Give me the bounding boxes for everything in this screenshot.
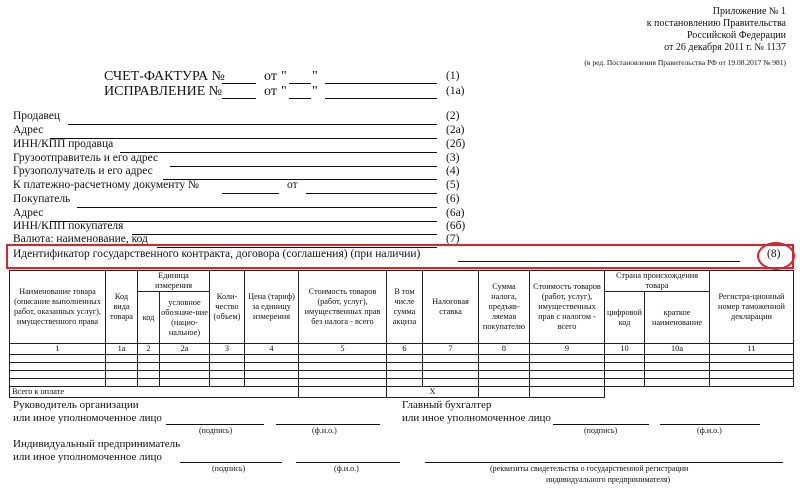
col-header-name: Наименование товара (описание выполненных работ, оказанных услуг), имущественного права [10,271,106,344]
table-cell[interactable] [10,371,106,379]
field-number: (1а) [446,85,465,97]
table-cell[interactable] [138,379,160,387]
accountant-sign-caption: (подпись) [584,426,618,435]
table-cell[interactable] [160,379,210,387]
head-label-1: Руководитель организации [13,399,139,411]
table-cell[interactable] [160,355,210,363]
quote: " [312,69,318,84]
head-label-2: или иное уполномоченное лицо [13,412,162,424]
invoice-title: СЧЕТ-ФАКТУРА № [104,69,225,84]
table-cell[interactable] [106,355,138,363]
table-cell[interactable] [479,371,530,379]
table-cell[interactable] [299,379,387,387]
seller-inn-line[interactable] [120,152,437,153]
buyer-address-label: Адрес [13,207,44,219]
table-cell[interactable] [10,355,106,363]
col-number: 4 [245,344,299,355]
contract-id-label: Идентификатор государственного контракта, договора (соглашения) (при наличии) [13,248,421,260]
field-number: (7) [446,233,460,245]
table-cell[interactable] [210,371,245,379]
table-cell[interactable] [530,363,605,371]
col-number: 6 [387,344,423,355]
col-number: 8 [479,344,530,355]
quote: " [312,84,318,99]
accountant-label-1: Главный бухгалтер [402,399,492,411]
table-cell[interactable] [160,371,210,379]
goods-table [9,270,794,398]
correction-day-line[interactable] [289,98,311,99]
col-number: 10 [605,344,645,355]
table-cell[interactable] [423,379,479,387]
col-header-country: Страна происхождения товара [605,271,710,292]
col-header-country-code: цифровой код [605,292,645,344]
table-cell[interactable] [605,363,645,371]
table-cell[interactable] [479,363,530,371]
table-row[interactable] [10,363,794,371]
requisites-caption-2: индивидуального предпринимателя) [546,475,671,484]
total-row [10,387,794,398]
head-sign-line[interactable] [166,424,264,425]
payment-doc-from: от [287,179,298,191]
table-cell[interactable] [387,379,423,387]
col-header-excise: В том числе сумма акциза [387,271,423,344]
table-cell[interactable] [138,355,160,363]
col-header-tax-rate: Налоговая ставка [423,271,479,344]
table-cell[interactable] [138,363,160,371]
appendix-line: Российской Федерации [686,30,786,41]
field-number: (6) [446,193,460,205]
appendix-line: от 26 декабря 2011 г. № 1137 [664,42,786,53]
col-header-country-name: краткое наименование [645,292,710,344]
total-label: Всего к оплате [10,387,299,398]
table-cell[interactable] [605,379,645,387]
total-empty [605,387,794,398]
contract-id-line[interactable] [458,261,740,262]
field-number: (6б) [446,220,466,232]
table-cell[interactable] [138,371,160,379]
field-number: (1) [446,70,460,82]
table-cell[interactable] [210,363,245,371]
col-number: 7 [423,344,479,355]
table-cell[interactable] [106,371,138,379]
col-header-price: Цена (тариф) за единицу измерения [245,271,299,344]
table-cell[interactable] [10,379,106,387]
table-cell[interactable] [710,355,794,363]
col-header-tax-amount: Сумма налога, предъяв-ляемая покупателю [479,271,530,344]
table-cell[interactable] [299,355,387,363]
table-cell[interactable] [210,355,245,363]
accountant-label-2: или иное уполномоченное лицо [402,412,551,424]
total-tax[interactable] [479,387,530,398]
quote: " [281,69,287,84]
table-cell[interactable] [645,371,710,379]
col-header-unit-code: код [138,292,160,344]
invoice-day-line[interactable] [289,83,311,84]
table-cell[interactable] [387,371,423,379]
table-row[interactable] [10,371,794,379]
accountant-fio-line[interactable] [660,424,760,425]
seller-line[interactable] [68,124,437,125]
accountant-sign-line[interactable] [553,424,649,425]
col-number: 5 [299,344,387,355]
table-cell[interactable] [710,371,794,379]
entrepreneur-fio-caption: (ф.и.о.) [334,464,359,473]
col-number: 1а [106,344,138,355]
table-cell[interactable] [423,355,479,363]
table-cell[interactable] [530,355,605,363]
entrepreneur-label-1: Индивидуальный предприниматель [13,438,181,450]
col-header-qty: Коли-чество (объем) [210,271,245,344]
col-header-unit-name: условное обозначе-ние (нацио-нальное) [160,292,210,344]
entrepreneur-fio-line[interactable] [296,462,400,463]
invoice-from: от [264,69,277,84]
table-cell[interactable] [710,363,794,371]
field-number: (2б) [446,138,466,150]
field-number: (6а) [446,207,465,219]
col-header-code: Код вида товара [106,271,138,344]
table-cell[interactable] [423,363,479,371]
table-row[interactable] [10,355,794,363]
total-cost-without-tax[interactable] [299,387,387,398]
table-row[interactable] [10,379,794,387]
correction-date-line[interactable] [325,98,437,99]
seller-address-label: Адрес [13,124,44,136]
seller-inn-label: ИНН/КПП продавца [13,138,114,150]
table-cell[interactable] [10,363,106,371]
table-cell[interactable] [245,371,299,379]
appendix-line: к постановлению Правительства [646,18,786,29]
payment-doc-label: К платежно-расчетному документу № [13,179,199,191]
quote: " [281,84,287,99]
entrepreneur-sign-line[interactable] [180,462,282,463]
correction-from: от [264,84,277,99]
payment-doc-number-line[interactable] [222,193,279,194]
correction-title: ИСПРАВЛЕНИЕ № [104,84,223,99]
col-number: 10а [645,344,710,355]
table-cell[interactable] [106,379,138,387]
entrepreneur-requisites-line[interactable] [425,462,783,463]
table-cell[interactable] [299,371,387,379]
total-x-mark: X [387,387,479,398]
payment-doc-date-line[interactable] [306,193,437,194]
table-cell[interactable] [387,355,423,363]
col-number: 1 [10,344,106,355]
table-cell[interactable] [106,363,138,371]
field-number: (8) [767,248,781,260]
accountant-fio-caption: (ф.и.о.) [697,426,722,435]
table-cell[interactable] [605,371,645,379]
buyer-line[interactable] [77,207,437,208]
shipper-line[interactable] [170,166,437,167]
col-number: 2а [160,344,210,355]
invoice-number-line[interactable] [222,83,256,84]
table-cell[interactable] [245,379,299,387]
edition-note: (в ред. Постановления Правительства РФ от 19.08.2017 № 981) [584,58,786,67]
buyer-inn-label: ИНН/КПП покупателя [13,220,124,232]
col-header-unit: Единица измерения [138,271,210,292]
head-fio-line[interactable] [276,424,380,425]
buyer-label: Покупатель [13,193,71,205]
table-cell[interactable] [479,355,530,363]
table-cell[interactable] [245,363,299,371]
field-number: (2) [446,110,460,122]
table-cell[interactable] [645,355,710,363]
col-header-cost-without-tax: Стоимость товаров (работ, услуг), имущественных прав без налога - всего [299,271,387,344]
col-number: 11 [710,344,794,355]
table-cell[interactable] [299,363,387,371]
currency-label: Валюта: наименование, код [13,233,148,245]
head-sign-caption: (подпись) [199,426,233,435]
appendix-line: Приложение № 1 [712,6,786,17]
table-cell[interactable] [530,379,605,387]
table-cell[interactable] [645,363,710,371]
table-cell[interactable] [387,363,423,371]
buyer-inn-line[interactable] [132,234,437,235]
seller-label: Продавец [13,110,61,122]
table-cell[interactable] [210,379,245,387]
correction-number-line[interactable] [222,98,256,99]
consignee-line[interactable] [163,179,437,180]
table-cell[interactable] [710,379,794,387]
table-cell[interactable] [160,363,210,371]
field-number: (3) [446,152,460,164]
col-number: 2 [138,344,160,355]
table-cell[interactable] [245,355,299,363]
entrepreneur-sign-caption: (подпись) [212,464,246,473]
total-cost-with-tax[interactable] [530,387,605,398]
col-number: 3 [210,344,245,355]
field-number: (4) [446,165,460,177]
field-number: (5) [446,179,460,191]
head-fio-caption: (ф.и.о.) [312,426,337,435]
col-header-customs: Регистра-ционный номер таможенной декларации [710,271,794,344]
table-cell[interactable] [605,355,645,363]
field-number: (2а) [446,124,465,136]
appendix-header [584,6,786,69]
table-cell[interactable] [645,379,710,387]
table-cell[interactable] [530,371,605,379]
shipper-label: Грузоотправитель и его адрес [13,152,159,164]
table-cell[interactable] [479,379,530,387]
col-number: 9 [530,344,605,355]
entrepreneur-label-2: или иное уполномоченное лицо [13,451,162,463]
col-header-cost-with-tax: Стоимость товаров (работ, услуг), имущественных прав с налогом - всего [530,271,605,344]
invoice-date-line[interactable] [325,83,437,84]
consignee-label: Грузополучатель и его адрес [13,165,153,177]
requisites-caption-1: (реквизиты свидетельства о государственной регистрации [490,464,689,473]
column-numbers-row [10,344,794,355]
table-cell[interactable] [423,371,479,379]
